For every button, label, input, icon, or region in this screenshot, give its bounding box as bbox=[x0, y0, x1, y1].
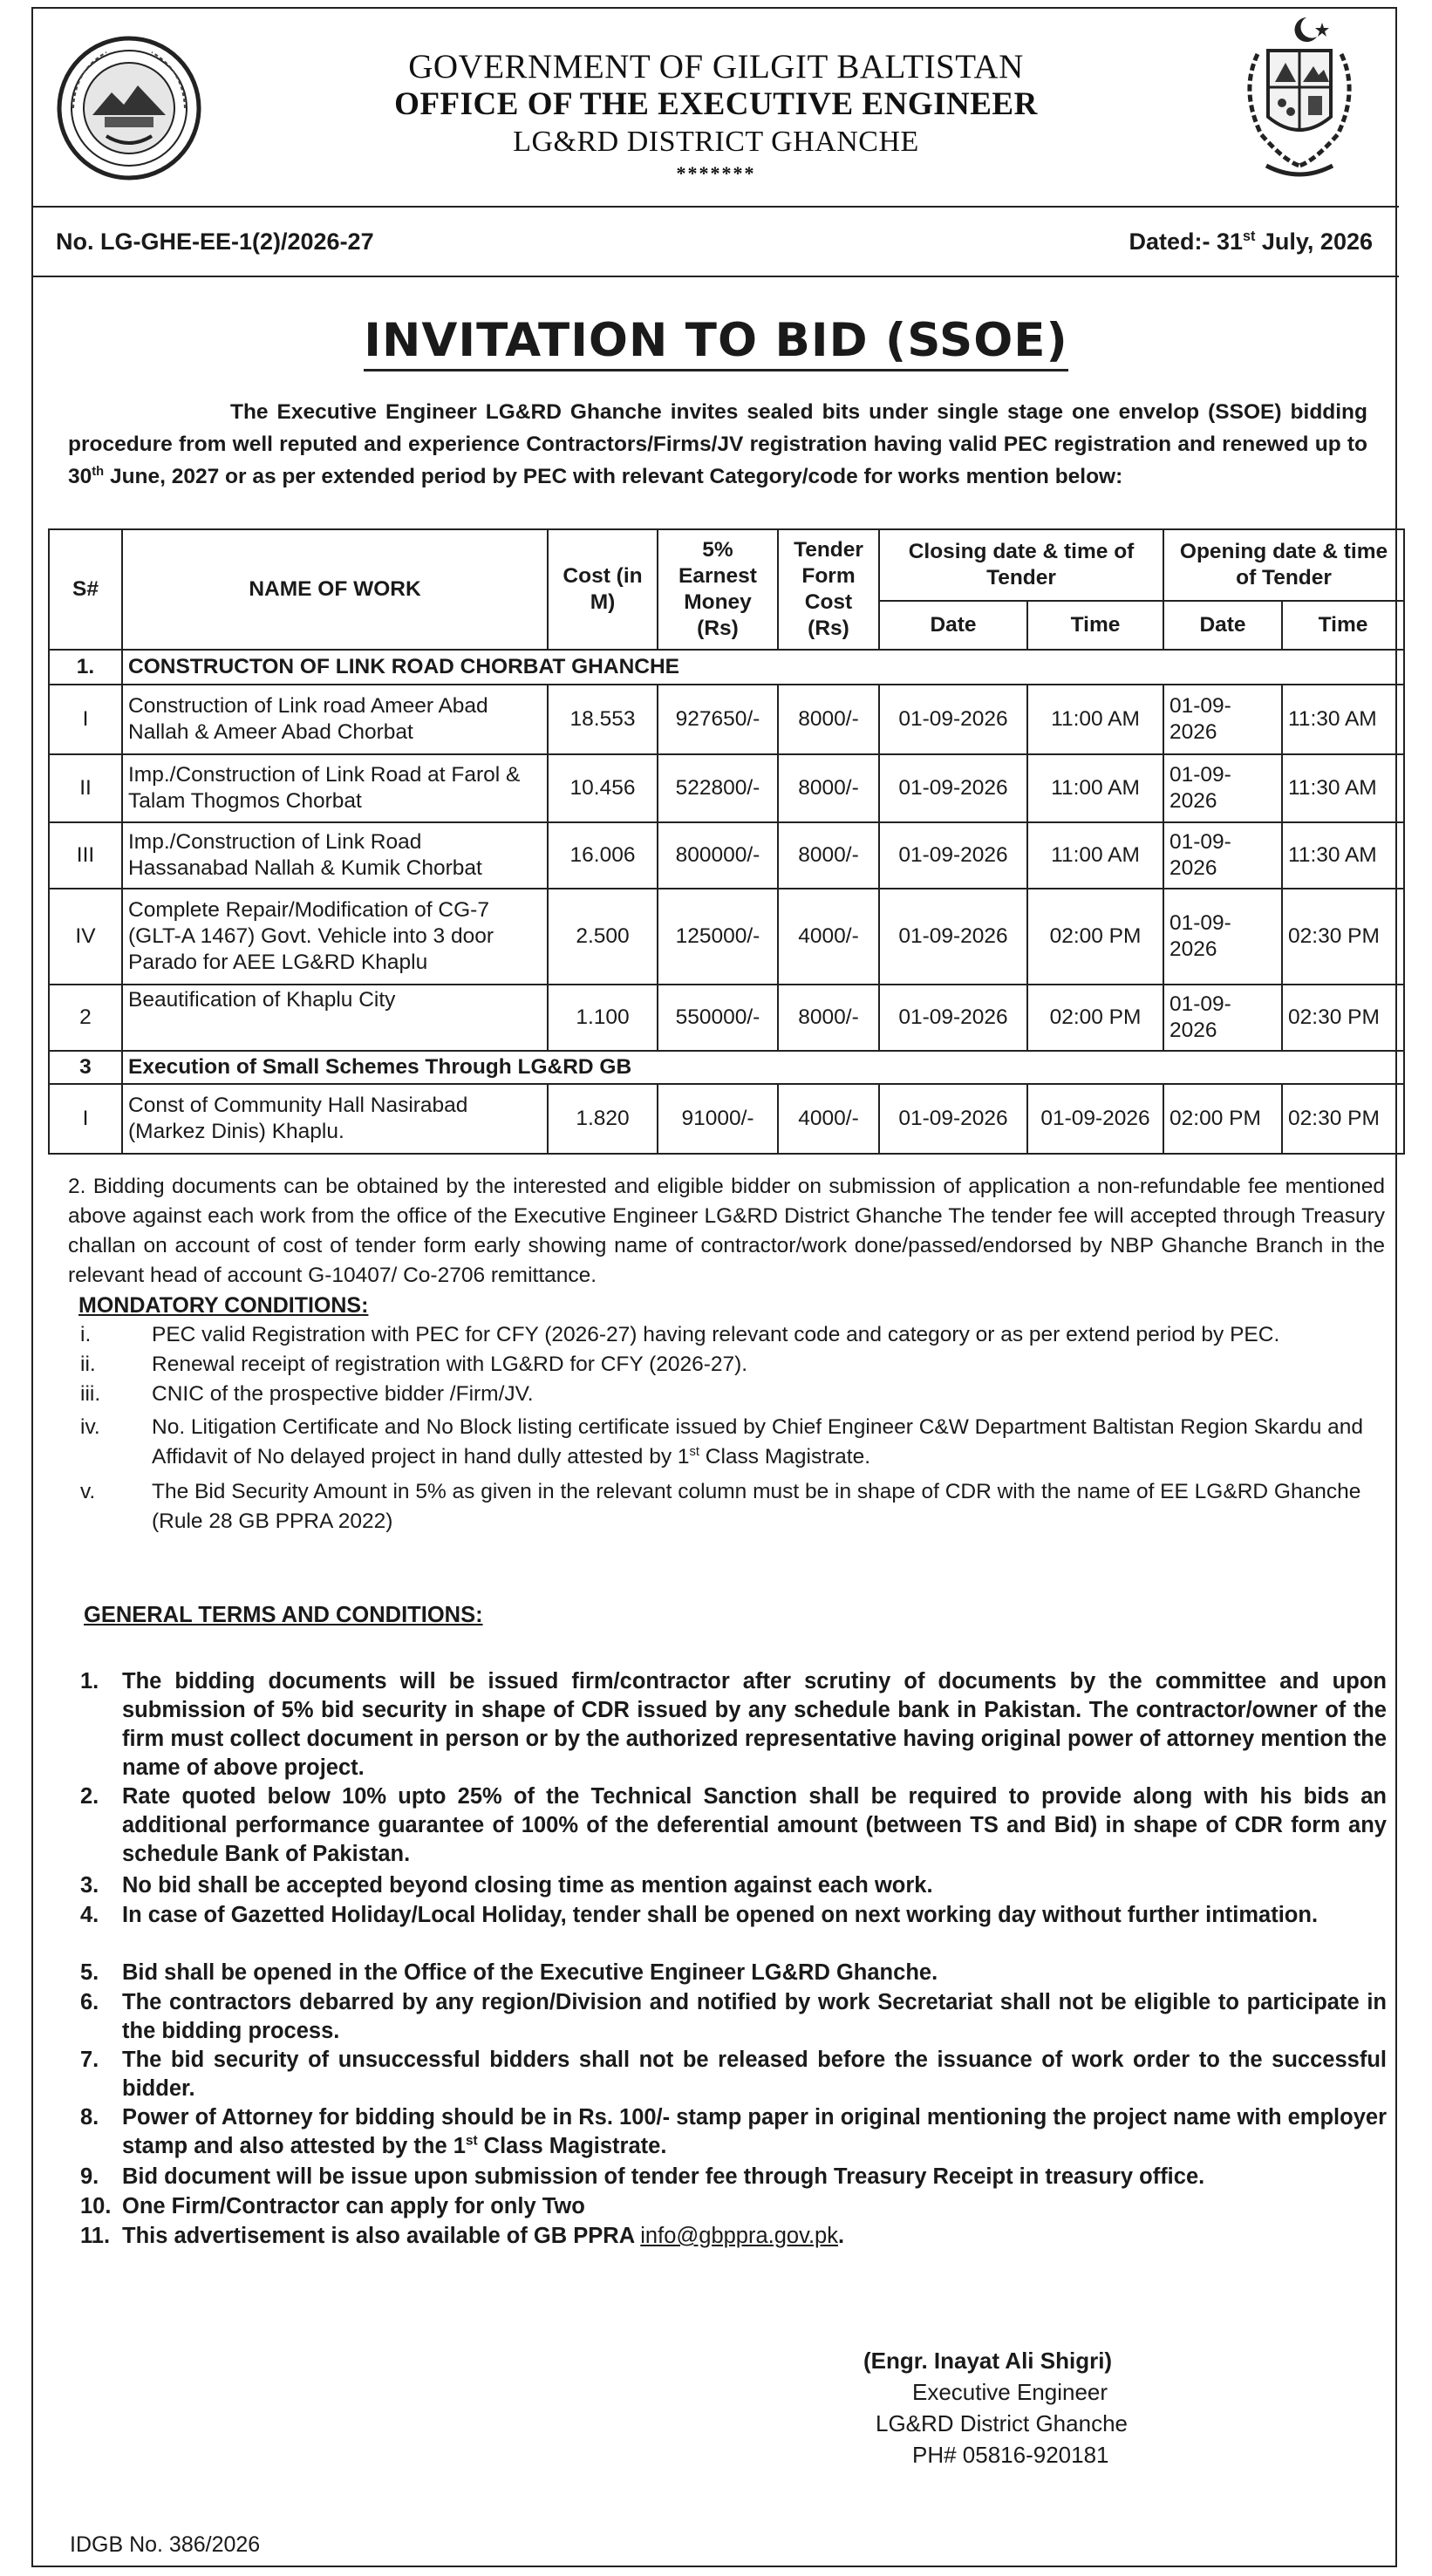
table-row: 2 Beautification of Khaplu City 1.100 550000/- 8000/- 01-09-2026 02:00 PM 01-09-2026 02:30 PM bbox=[49, 985, 1404, 1051]
ppra-email-link[interactable]: info@gbppra.gov.pk bbox=[640, 2224, 838, 2248]
dated: Dated:- 31st July, 2026 bbox=[1129, 228, 1373, 255]
col-opening-time: Time bbox=[1282, 601, 1404, 650]
general-terms-heading: GENERAL TERMS AND CONDITIONS: bbox=[84, 1603, 483, 1627]
col-sno: S# bbox=[49, 529, 122, 650]
table-row: II Imp./Construction of Link Road at Farol & Talam Thogmos Chorbat 10.456 522800/- 8000/- 01-09-2026 11:00 AM 01-09-2026 11:30 AM bbox=[49, 754, 1404, 822]
col-closing-time: Time bbox=[1027, 601, 1163, 650]
col-closing: Closing date & time of Tender bbox=[879, 529, 1163, 601]
idgb-number: IDGB No. 386/2026 bbox=[70, 2532, 261, 2557]
header-district: LG&RD DISTRICT GHANCHE bbox=[513, 126, 919, 158]
col-name: NAME OF WORK bbox=[122, 529, 548, 650]
mandatory-heading: MONDATORY CONDITIONS: bbox=[78, 1293, 369, 1318]
col-tender-cost: Tender Form Cost (Rs) bbox=[778, 529, 879, 650]
signatory-name: (Engr. Inayat Ali Shigri) bbox=[863, 2348, 1113, 2374]
ref-divider bbox=[33, 276, 1399, 277]
table-row: I Construction of Link road Ameer Abad Nallah & Ameer Abad Chorbat 18.553 927650/- 8000/- 01-09-2026 11:00 AM 01-09-2026 11:30 AM bbox=[49, 685, 1404, 754]
table-row: III Imp./Construction of Link Road Hassanabad Nallah & Kumik Chorbat 16.006 800000/- 8000/- 01-09-2026 11:00 AM 01-09-2026 11:30 AM bbox=[49, 822, 1404, 889]
section-row: 1. CONSTRUCTON OF LINK ROAD CHORBAT GHANCHE bbox=[49, 650, 1404, 685]
bidding-documents-paragraph: 2. Bidding documents can be obtained by the interested and eligible bidder on submission of application a non-refundable fee mentioned above against each work from the office of the Executive Engineer LG&RD District Ghanche The tender fee will accepted through Treasury challan on account of cost of tender form early showing name of contractor/work done/passed/endorsed by NBP Ghanche Branch in the relevant head of account G-10407/ Co-2706 remittance. bbox=[68, 1175, 1385, 1287]
intro-paragraph: The Executive Engineer LG&RD Ghanche invites sealed bits under single stage one envelop (SSOE) bidding procedure from well reputed and experience Contractors/Firms/JV registration having valid PEC registration and renewed up to 30th June, 2027 or as per extended period by PEC with relevant Category/code for works mention below: bbox=[68, 400, 1367, 488]
col-opening: Opening date & time of Tender bbox=[1163, 529, 1404, 601]
reference-number: No. LG-GHE-EE-1(2)/2026-27 bbox=[56, 228, 374, 255]
signatory-office: LG&RD District Ghanche bbox=[876, 2410, 1128, 2436]
header-office: OFFICE OF THE EXECUTIVE ENGINEER bbox=[394, 86, 1038, 122]
signatory-designation: Executive Engineer bbox=[912, 2379, 1108, 2405]
page-title: INVITATION TO BID (SSOE) bbox=[33, 314, 1399, 367]
signatory-phone: PH# 05816-920181 bbox=[912, 2442, 1109, 2468]
works-table bbox=[48, 528, 1405, 1155]
table-row: I Const of Community Hall Nasirabad (Markez Dinis) Khaplu. 1.820 91000/- 4000/- 01-09-2026 01-09-2026 02:00 PM 02:30 PM bbox=[49, 1084, 1404, 1154]
col-cost: Cost (in M) bbox=[548, 529, 658, 650]
col-earnest: 5% Earnest Money (Rs) bbox=[658, 529, 778, 650]
table-row: IV Complete Repair/Modification of CG-7 (GLT-A 1467) Govt. Vehicle into 3 door Parado for AEE LG&RD Khaplu 2.500 125000/- 4000/- 01-09-2026 02:00 PM 01-09-2026 02:30 PM bbox=[49, 889, 1404, 985]
col-closing-date: Date bbox=[879, 601, 1027, 650]
notice-frame: GOVERNMENT OF GILGIT BALTISTAN OFFICE OF THE EXECUTIVE ENGINEER LG&RD DISTRICT GHANCHE ******* No. LG-GHE-EE-1(2)/2026-27 Dated:- 31st July, 2026 INVITATION TO BID (SSOE) The Executive Engineer LG&RD Ghanche invites sealed bits under single stage one envelop (SSOE) bidding procedure from well reputed and experience Contractors/Firms/JV registration having valid PEC registration and renewed up to 30th June, 2027 or as per extended period by PEC with relevant Category/code for works mention below: S# NAME OF WORK Cost (in M) 5% Earnest Money (Rs) Tender Form Cost (Rs) Closing date & time of Tender Opening date & time of Tender Date Time Date Time 1. CONSTRUCTON OF LINK ROAD CHORBAT GHANCHE I Construction of Link road Ameer Abad Nallah & Ameer Abad Chorbat 18.553 927650/- 8000/- 01-09-2026 11:00 AM 01-09-2026 11:30 AM II Imp./Construction of Link Road at Farol & Talam Thogmos Chorbat 10.456 522800/- 8000/- 01-09-2026 11:00 AM 01-09-2026 11:30 AM III Imp./Construction of Link Road Hassanabad Nallah & Kumik Chorbat 16.006 800000/- 8000/- 01-09-2026 11:00 AM 01-09-2026 11:30 AM IV Complete Repair/Modification of CG-7 (GLT-A 1467) Govt. Vehicle into 3 door Parado for AEE LG&RD Khaplu 2.500 125000/- 4000/- 01-09-2026 02:00 PM 01-09-2026 02:30 PM 2 Beautification of Khaplu City 1.100 550000/- 8000/- 01-09-2026 02:00 PM 01-09-2026 02:30 PM 3 Execution of Small Schemes Through LG&RD GB I Const of Community Hall Nasirabad (Markez Dinis) Khaplu. 1.820 91000/- 4000/- 01-09-2026 01-09-2026 02:00 PM 02:30 PM 2. Bidding documents can be obtained by the interested and eligible bidder on submission of application a non-refundable fee mentioned above against each work from the office of the Executive Engineer LG&RD District Ghanche The tender fee will accepted through Treasury challan on account of cost of tender form early showing name of contractor/work done/passed/endorsed by NBP Ghanche Branch in the relevant head of account G-10407/ Co-2706 remittance. MONDATORY CONDITIONS: i. PEC valid Registration with PEC for CFY (2026-27) having relevant code and category or as per extend period by PEC. ii. Renewal receipt of registration with LG&RD for CFY (2026-27). iii. CNIC of the prospective bidder /Firm/JV. iv. No. Litigation Certificate and No Block listing certificate issued by Chief Engineer C&W Department Baltistan Region Skardu and Affidavit of No delayed project in hand dully attested by 1st Class Magistrate. v. The Bid Security Amount in 5% as given in the relevant column must be in shape of CDR with the name of EE LG&RD Ghanche (Rule 28 GB PPRA 2022) GENERAL TERMS AND CONDITIONS: 1. The bidding documents will be issued firm/contractor after scrutiny of documents by the committee and upon submission of 5% bid security in shape of CDR issued by any schedule bank in Pakistan. The contractor/owner of the firm must collect document in person or by the authorized representative having original power of attorney mention the name of above project. 2. Rate quoted below 10% upto 25% of the Technical Sanction shall be required to provide along with his bids an additional performance guarantee of 100% of the deferential amount (between TS and Bid) in shape of CDR form any schedule Bank of Pakistan. 3. No bid shall be accepted beyond closing time as mention against each work. 4. In case of Gazetted Holiday/Local Holiday, tender shall be opened on next working day without further intimation. 5. Bid shall be opened in the Office of the Executive Engineer LG&RD Ghanche. 6. The contractors debarred by any region/Division and notified by work Secretariat shall not be eligible to participate in the bidding process. 7. The bid security of unsuccessful bidders shall not be released before the issuance of work order to the successful bidder. 8. Power of Attorney for bidding should be in Rs. 100/- stamp paper in original mentioning the project name with employer stamp and also attested by the 1st Class Magistrate. 9. Bid document will be issue upon submission of tender fee through Treasury Receipt in treasury office. 10. One Firm/Contractor can apply for only Two 11. This advertisement is also available of GB PPRA info@gbppra.gov.pk. (Engr. Inayat Ali Shigri) Executive Engineer LG&RD District Ghanche PH# 05816-920181 IDGB No. 386/2026 bbox=[31, 7, 1397, 2567]
header-stars: ******* bbox=[676, 162, 756, 184]
section-row: 3 Execution of Small Schemes Through LG&RD GB bbox=[49, 1051, 1404, 1084]
col-opening-date: Date bbox=[1163, 601, 1282, 650]
header-government: GOVERNMENT OF GILGIT BALTISTAN bbox=[408, 48, 1024, 85]
header-divider bbox=[33, 206, 1399, 208]
